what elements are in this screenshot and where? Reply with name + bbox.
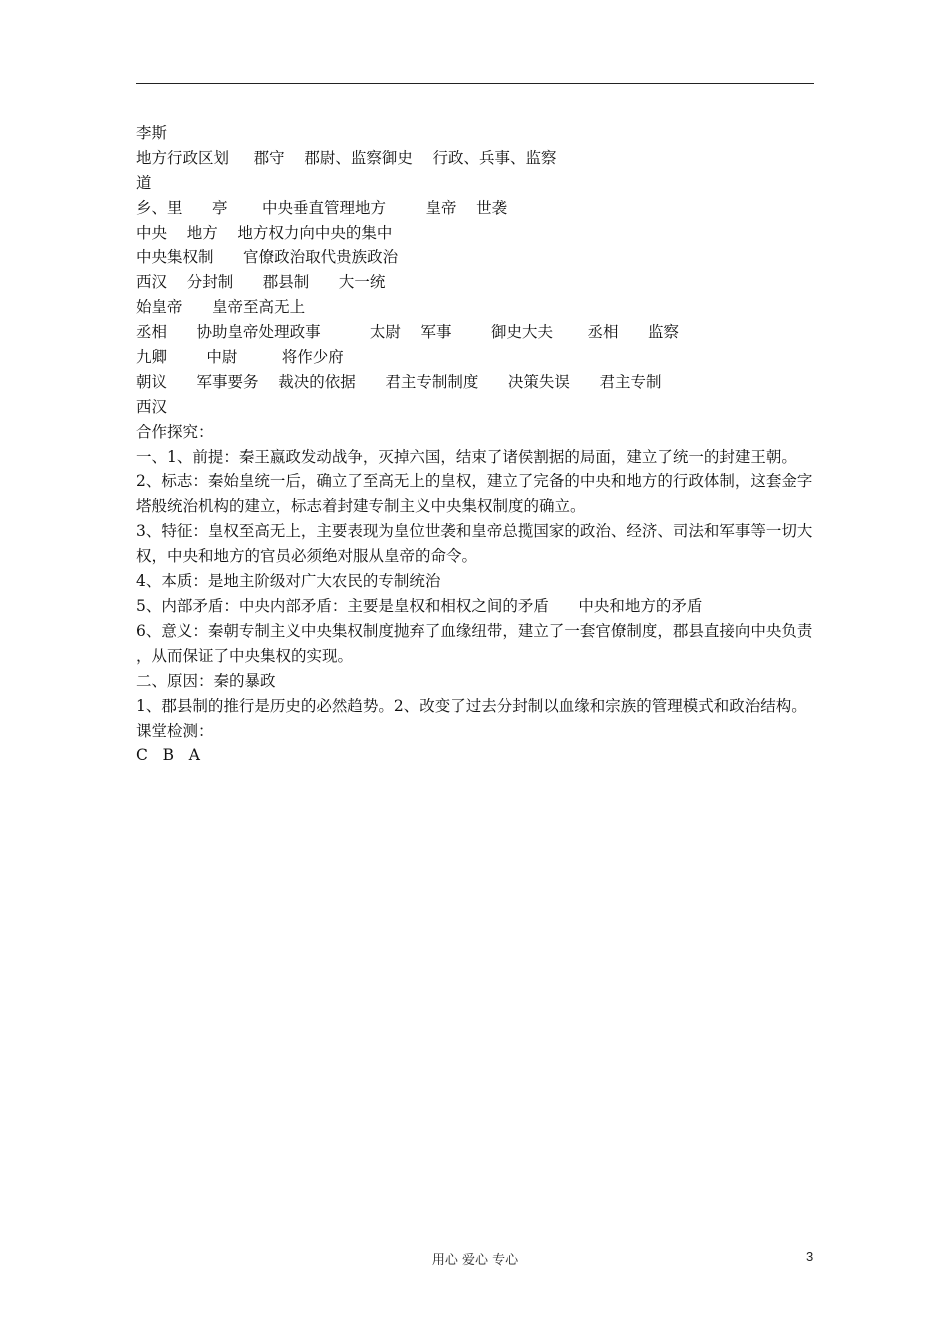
paragraph: 3、特征：皇权至高无上，主要表现为皇位世袭和皇帝总揽国家的政治、经济、司法和军事等一切大权，中央和地方的官员必须绝对服从皇帝的命令。 [136,522,813,566]
paragraph: 4、本质：是地主阶级对广大农民的专制统治 [136,572,441,591]
quiz-answers: C B A [136,746,201,765]
answer-line: 始皇帝 皇帝至高无上 [136,298,306,317]
document-body [136,121,820,768]
paragraph: 2、标志：秦始皇统一后，确立了至高无上的皇权，建立了完备的中央和地方的行政体制，这套金字塔般统治机构的建立，标志着封建专制主义中央集权制度的确立。 [136,472,813,516]
answer-line: 西汉 [136,397,168,416]
answer-line: 丞相 协助皇帝处理政事 太尉 军事 御史大夫 丞相 监察 [136,323,680,342]
paragraph: 二、原因：秦的暴政 [136,671,276,690]
header-rule [136,83,814,84]
answer-line: 李斯 [136,124,168,142]
paragraph: 一、1、前提：秦王嬴政发动战争，灭掉六国，结束了诸侯割据的局面，建立了统一的封建王朝。 [136,447,797,466]
page-number: 3 [806,1249,814,1264]
answer-line: 九卿 中尉 将作少府 [136,348,344,367]
footer-slogan: 用心 爱心 专心 [431,1253,519,1268]
answer-line: 西汉 分封制 郡县制 大一统 [136,273,386,292]
section-heading: 课堂检测： [136,721,214,740]
answer-line: 乡、里 亭 中央垂直管理地方 皇帝 世袭 [136,198,508,217]
answer-line: 地方行政区划 郡守 郡尉、监察御史 行政、兵事、监察 [136,148,557,167]
section-heading: 合作探究： [136,422,214,441]
answer-line: 朝议 军事要务 裁决的依据 君主专制制度 决策失误 君主专制 [136,372,662,391]
paragraph: 6、意义：秦朝专制主义中央集权制度抛弃了血缘纽带，建立了一套官僚制度，郡县直接向中央负责，从而保证了中央集权的实现。 [136,621,813,665]
answer-line: 道 [136,173,152,192]
paragraph: 1、郡县制的推行是历史的必然趋势。2、改变了过去分封制以血缘和宗族的管理模式和政治结构。 [136,696,807,715]
answer-line: 中央集权制 官僚政治取代贵族政治 [136,248,399,267]
answer-line: 中央 地方 地方权力向中央的集中 [136,223,393,242]
paragraph: 5、内部矛盾：中央内部矛盾：主要是皇权和相权之间的矛盾 中央和地方的矛盾 [136,597,703,616]
